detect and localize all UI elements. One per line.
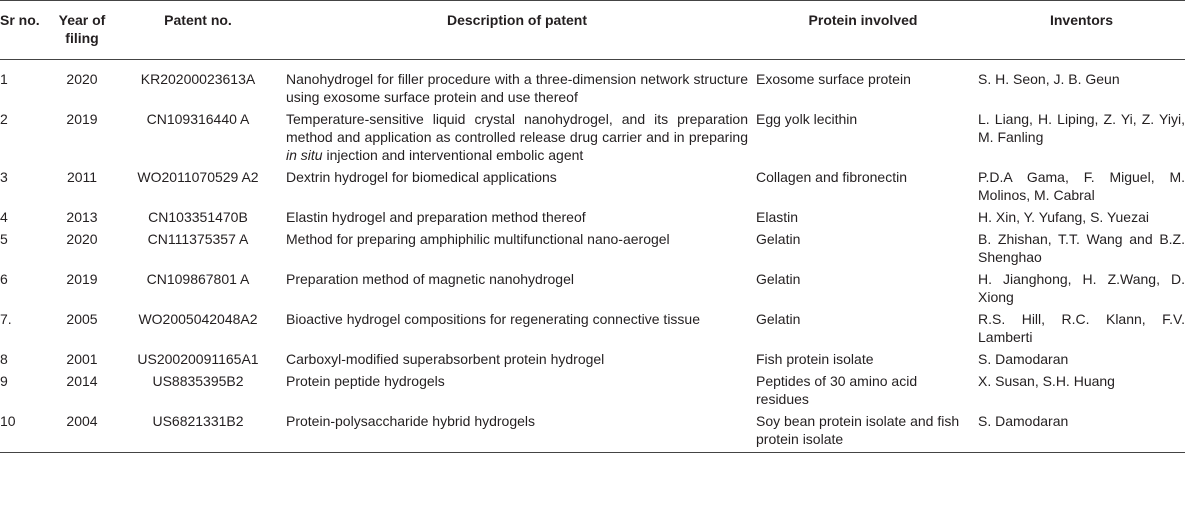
cell-protein: Collagen and fibronectin	[756, 169, 907, 185]
cell-inventors: H. Jianghong, H. Z.Wang, D. Xiong	[978, 271, 1185, 305]
cell-description	[282, 348, 752, 370]
description-text: Bioactive hydrogel compositions for regenerating connective tissue	[286, 311, 701, 327]
cell-description	[282, 228, 752, 268]
header-row	[0, 1, 1185, 60]
cell-inventors: S. H. Seon, J. B. Geun	[978, 71, 1120, 87]
cell-sr-no: 9	[0, 373, 8, 389]
cell-inventors: H. Xin, Y. Yufang, S. Yuezai	[978, 209, 1149, 225]
table-row	[0, 108, 1185, 166]
table-row	[0, 308, 1185, 348]
cell-year: 2014	[66, 373, 98, 389]
cell-inventors: P.D.A Gama, F. Miguel, M. Molinos, M. Cabral	[978, 169, 1185, 203]
table-row	[0, 268, 1185, 308]
description-text: Protein-polysaccharide hybrid hydrogels	[286, 413, 536, 429]
header-inventors: Inventors	[1049, 12, 1113, 28]
cell-description	[282, 108, 752, 166]
cell-sr-no: 3	[0, 169, 8, 185]
cell-year: 2005	[66, 311, 98, 327]
cell-protein: Gelatin	[756, 271, 801, 287]
cell-protein: Fish protein isolate	[756, 351, 874, 367]
cell-inventors: L. Liang, H. Liping, Z. Yi, Z. Yiyi, M. Fanling	[978, 111, 1185, 145]
cell-protein: Exosome surface protein	[756, 71, 911, 87]
cell-description	[282, 410, 752, 453]
cell-protein: Elastin	[756, 209, 799, 225]
cell-protein: Gelatin	[756, 311, 801, 327]
cell-year: 2020	[66, 71, 98, 87]
cell-sr-no: 8	[0, 351, 8, 367]
cell-patent-no: US20020091165A1	[137, 351, 259, 367]
cell-protein: Soy bean protein isolate and fish protein isolate	[756, 413, 960, 447]
description-italic-text: in situ	[286, 147, 323, 163]
cell-year: 2019	[66, 271, 98, 287]
cell-patent-no: WO2005042048A2	[138, 311, 258, 327]
table-header	[0, 1, 1185, 60]
description-text: Dextrin hydrogel for biomedical applications	[286, 169, 557, 185]
cell-patent-no: CN103351470B	[148, 209, 248, 225]
cell-description	[282, 60, 752, 109]
header-sr-no: Sr no.	[0, 12, 40, 28]
cell-patent-no: WO2011070529 A2	[137, 169, 259, 185]
description-text: Protein peptide hydrogels	[286, 373, 445, 389]
cell-sr-no: 10	[0, 413, 16, 429]
table-row	[0, 60, 1185, 109]
description-text: Elastin hydrogel and preparation method thereof	[286, 209, 586, 225]
cell-protein: Egg yolk lecithin	[756, 111, 858, 127]
description-text: Preparation method of magnetic nanohydrogel	[286, 271, 574, 287]
cell-description	[282, 166, 752, 206]
cell-inventors: B. Zhishan, T.T. Wang and B.Z. Shenghao	[978, 231, 1185, 265]
cell-year: 2019	[66, 111, 98, 127]
header-protein: Protein involved	[808, 12, 918, 28]
table-row	[0, 206, 1185, 228]
cell-description	[282, 268, 752, 308]
cell-year: 2020	[66, 231, 98, 247]
cell-description	[282, 206, 752, 228]
table-row	[0, 228, 1185, 268]
description-text: Temperature-sensitive liquid crystal nanohydrogel, and its preparation method and application as controlled release drug carrier and in preparing	[286, 111, 748, 145]
header-description: Description of patent	[446, 12, 587, 28]
cell-sr-no: 4	[0, 209, 8, 225]
cell-inventors: R.S. Hill, R.C. Klann, F.V. Lamberti	[978, 311, 1185, 345]
header-patent-no: Patent no.	[164, 12, 232, 28]
cell-patent-no: CN109867801 A	[146, 271, 250, 287]
cell-inventors: X. Susan, S.H. Huang	[978, 373, 1115, 389]
cell-sr-no: 5	[0, 231, 8, 247]
cell-year: 2001	[66, 351, 98, 367]
cell-description	[282, 308, 752, 348]
cell-inventors: S. Damodaran	[978, 351, 1069, 367]
table-row	[0, 166, 1185, 206]
cell-patent-no: US6821331B2	[152, 413, 244, 429]
cell-year: 2004	[66, 413, 98, 429]
header-year: Year of filing	[58, 12, 106, 46]
cell-protein: Gelatin	[756, 231, 801, 247]
description-text: Method for preparing amphiphilic multifunctional nano-aerogel	[286, 231, 670, 247]
description-text: injection and interventional embolic agent	[322, 147, 584, 163]
cell-sr-no: 7.	[0, 311, 12, 327]
table-row	[0, 370, 1185, 410]
cell-patent-no: CN109316440 A	[146, 111, 250, 127]
cell-year: 2013	[66, 209, 98, 225]
description-text: Nanohydrogel for filler procedure with a three-dimension network structure using exosome surface protein and use thereof	[286, 71, 748, 105]
cell-sr-no: 1	[0, 71, 8, 87]
cell-sr-no: 6	[0, 271, 8, 287]
table-row	[0, 348, 1185, 370]
cell-protein: Peptides of 30 amino acid residues	[756, 373, 918, 407]
table-row	[0, 410, 1185, 453]
cell-patent-no: KR20200023613A	[140, 71, 256, 87]
cell-year: 2011	[66, 169, 98, 185]
cell-description	[282, 370, 752, 410]
table-body	[0, 60, 1185, 453]
description-text: Carboxyl-modified superabsorbent protein hydrogel	[286, 351, 605, 367]
cell-patent-no: US8835395B2	[152, 373, 244, 389]
cell-inventors: S. Damodaran	[978, 413, 1069, 429]
cell-sr-no: 2	[0, 111, 8, 127]
cell-patent-no: CN111375357 A	[147, 231, 249, 247]
